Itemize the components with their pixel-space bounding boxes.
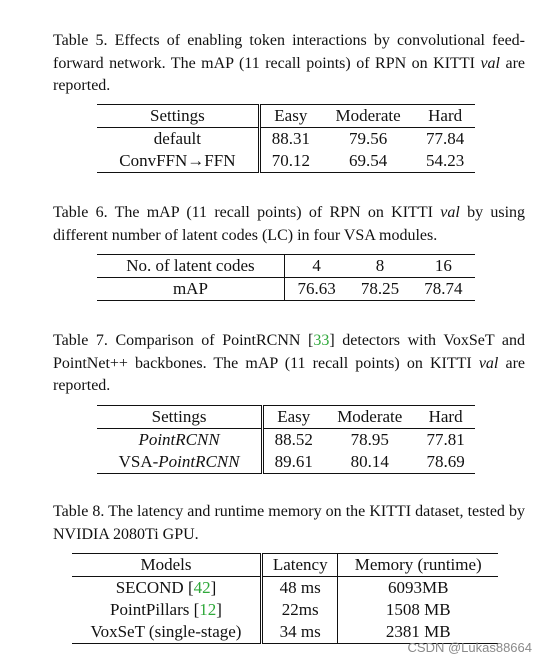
table8-header-row: [72, 554, 498, 577]
model-name: PointRCNN: [158, 452, 240, 471]
table8-header-latency: Latency: [261, 554, 337, 577]
table7-caption-tail: are reported.: [53, 354, 525, 394]
table6-header-value: 4: [312, 256, 321, 275]
table6-header-value: 8: [375, 256, 385, 275]
citation-link[interactable]: 33: [313, 332, 330, 349]
table-cell: 1508 MB: [385, 600, 451, 619]
table6-caption: [53, 202, 525, 247]
table-cell: 77.84: [426, 129, 465, 148]
table5-caption: [53, 30, 525, 98]
table8-caption-text: Table 8. The latency and runtime memory on the KITTI dataset, tested by NVIDIA 2080Ti GPU.: [53, 503, 525, 543]
table6-header-label: No. of latent codes: [97, 255, 284, 278]
table-cell: 89.61: [274, 452, 313, 471]
table-cell: [97, 429, 263, 452]
watermark: CSDN @Lukas88664: [407, 640, 532, 655]
table5-header-hard: Hard: [428, 106, 463, 125]
model-name: PointRCNN: [138, 430, 220, 449]
table-row: [72, 599, 498, 621]
table7-caption-post: ] detectors with VoxSeT and PointNet++ backbones. The mAP (11 recall points) on KITTI: [53, 332, 526, 372]
table6-header-row: [97, 255, 475, 278]
table-cell: 77.81: [426, 430, 465, 449]
table-cell: 69.54: [348, 151, 388, 170]
table5-header-moderate: Moderate: [335, 106, 401, 125]
citation-link[interactable]: 12: [199, 600, 217, 619]
table6-caption-text: Table 6. The mAP (11 recall points) of RPN on KITTI: [53, 204, 433, 221]
table5-caption-text: Table 5. Effects of enabling token interactions by convolutional feed-forward network. The mAP (11 recall points) of RPN on KITTI: [53, 32, 525, 72]
table-cell: [72, 621, 261, 644]
table5-header-settings: Settings: [97, 105, 259, 128]
table8-header-models: Models: [72, 554, 261, 577]
table5-caption-italic: val: [480, 54, 500, 72]
table6: [97, 254, 475, 301]
table5-header-easy: Easy: [274, 106, 308, 125]
table-row: [97, 451, 475, 474]
citation-link[interactable]: 42: [193, 578, 211, 597]
table7-caption: [53, 330, 525, 398]
model-name: PointPillars [: [110, 600, 200, 619]
table-row: [97, 278, 475, 301]
table-cell: 79.56: [348, 129, 388, 148]
bracket: ]: [210, 578, 217, 597]
table-cell: 88.31: [271, 129, 310, 148]
table8: [72, 553, 498, 644]
model-name: VoxSeT (single-stage): [90, 622, 242, 641]
table7: [97, 405, 475, 474]
table-row: [72, 577, 498, 600]
table-cell: 6093MB: [387, 578, 449, 597]
model-prefix: VSA-: [118, 452, 159, 471]
table-cell: mAP: [97, 278, 284, 301]
table-cell: 80.14: [350, 452, 389, 471]
table7-header-easy: Easy: [277, 407, 311, 426]
table-cell: 2381 MB: [385, 622, 451, 641]
table7-header-settings: Settings: [97, 406, 263, 429]
table-cell: 78.69: [426, 452, 465, 471]
table-cell: 78.25: [360, 279, 400, 298]
table-cell: 78.74: [424, 279, 463, 298]
table6-header-value: 16: [434, 256, 452, 275]
table-cell: 76.63: [297, 279, 336, 298]
table-cell: 78.95: [350, 430, 389, 449]
table-row: [97, 429, 475, 452]
table7-header-hard: Hard: [428, 407, 463, 426]
table-cell: 54.23: [426, 151, 465, 170]
table6-caption-tail: by using different number of latent codes (LC) in four VSA modules.: [53, 204, 526, 244]
table7-header-moderate: Moderate: [337, 407, 403, 426]
bracket: ]: [216, 600, 222, 619]
table5-caption-tail: are reported.: [53, 54, 526, 94]
table-cell: 70.12: [271, 151, 310, 170]
table7-caption-italic: val: [478, 354, 499, 372]
table-row: [97, 128, 475, 151]
table-cell: 34 ms: [261, 621, 337, 644]
table5: [97, 104, 475, 173]
table-row: [97, 150, 475, 173]
model-name: SECOND [: [115, 578, 194, 597]
table5-header-row: [97, 105, 475, 128]
table8-header-memory: Memory (runtime): [354, 555, 482, 574]
table-cell: ConvFFN→FFN: [97, 150, 259, 173]
table-cell: 48 ms: [261, 577, 337, 600]
table-cell: [72, 577, 261, 600]
table8-caption: [53, 501, 525, 546]
table-cell: 22ms: [261, 599, 337, 621]
table6-caption-italic: val: [440, 204, 460, 221]
table-cell: 88.52: [274, 430, 313, 449]
table7-caption-text: Table 7. Comparison of PointRCNN [: [53, 332, 314, 349]
table-cell: [72, 599, 261, 621]
table7-header-row: [97, 406, 475, 429]
table-cell: [97, 451, 263, 474]
table-cell: default: [97, 128, 259, 151]
